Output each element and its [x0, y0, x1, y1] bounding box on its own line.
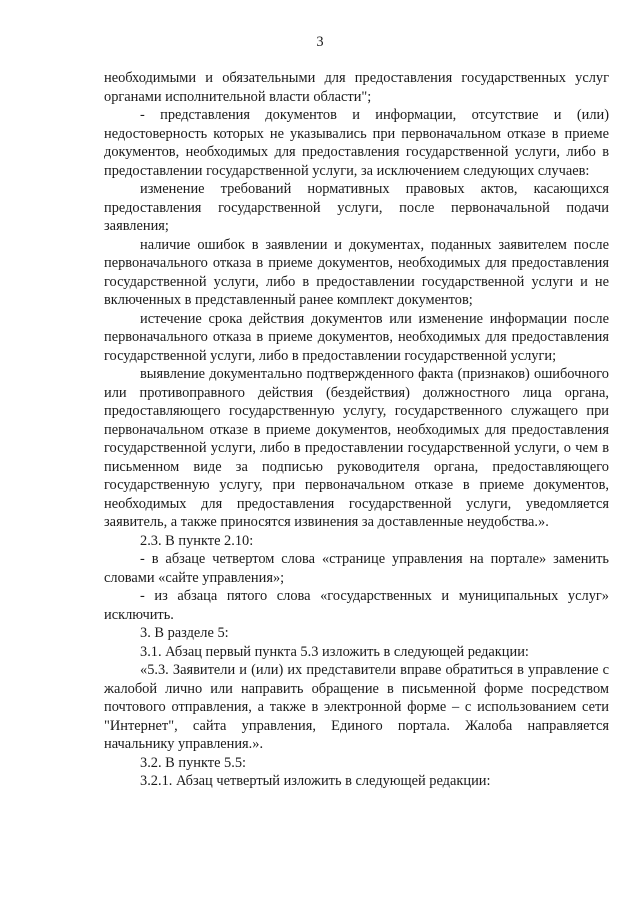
- paragraph: 3. В разделе 5:: [140, 625, 229, 641]
- paragraph: - из абзаца пятого слова «государственных и муниципальных услуг» исключить.: [104, 588, 609, 623]
- paragraph: 3.1. Абзац первый пункта 5.3 изложить в следующей редакции:: [140, 643, 529, 660]
- page-number: 3: [316, 34, 324, 50]
- paragraph: «5.3. Заявители и (или) их представители вправе обратиться в управление с жалобой лично или направить обращение в письменной форме посредством почтового отправления, а также в электронной форме – с использованием сети "Интернет", сайта управления, Единого портала. Жалоба направляется начальнику управления.».: [104, 662, 609, 752]
- paragraph: 3.2.1. Абзац четвертый изложить в следующей редакции:: [140, 773, 491, 789]
- paragraph: изменение требований нормативных правовых актов, касающихся предоставления государственной услуги, после первоначальной подачи заявления;: [104, 181, 609, 234]
- paragraph: - представления документов и информации, отсутствие и (или) недостоверность которых не указывались при первоначальном отказе в приеме документов, необходимых для предоставления государственной услуги, либо в предоставлении государственной услуги, за исключением следующих случаев:: [104, 107, 609, 179]
- paragraph: выявление документально подтвержденного факта (признаков) ошибочного или противоправного действия (бездействия) должностного лица органа, предоставляющего государственную услугу, государственного служащего при первоначальном отказе в приеме документов, необходимых для предоставления государственной услуги, либо в предоставлении государственной услуги, о чем в письменном виде за подписью руководителя органа, предоставляющего государственную услугу, при первоначальном отказе в приеме документов, необходимых для предоставления государственной услуги, уведомляется заявитель, а также приносятся извинения за доставленные неудобства.».: [104, 366, 609, 530]
- paragraph: наличие ошибок в заявлении и документах, поданных заявителем после первоначального отказа в приеме документов, необходимых для предоставления государственной услуги, либо в предоставлении государственной услуги и не включенных в представленный ранее комплект документов;: [104, 236, 609, 308]
- paragraph: 3.2. В пункте 5.5:: [140, 754, 247, 771]
- paragraph: истечение срока действия документов или изменение информации после первоначального отказа в приеме документов, необходимых для предоставления государственной услуги, либо в предоставлении государственной услуги;: [104, 310, 609, 364]
- paragraph: - в абзаце четвертом слова «странице управления на портале» заменить словами «сайте управления»;: [104, 551, 609, 586]
- paragraph: 2.3. В пункте 2.10:: [140, 532, 254, 549]
- document-body: [104, 69, 609, 791]
- paragraph: необходимыми и обязательными для предоставления государственных услуг органами исполнительной власти области";: [104, 70, 609, 105]
